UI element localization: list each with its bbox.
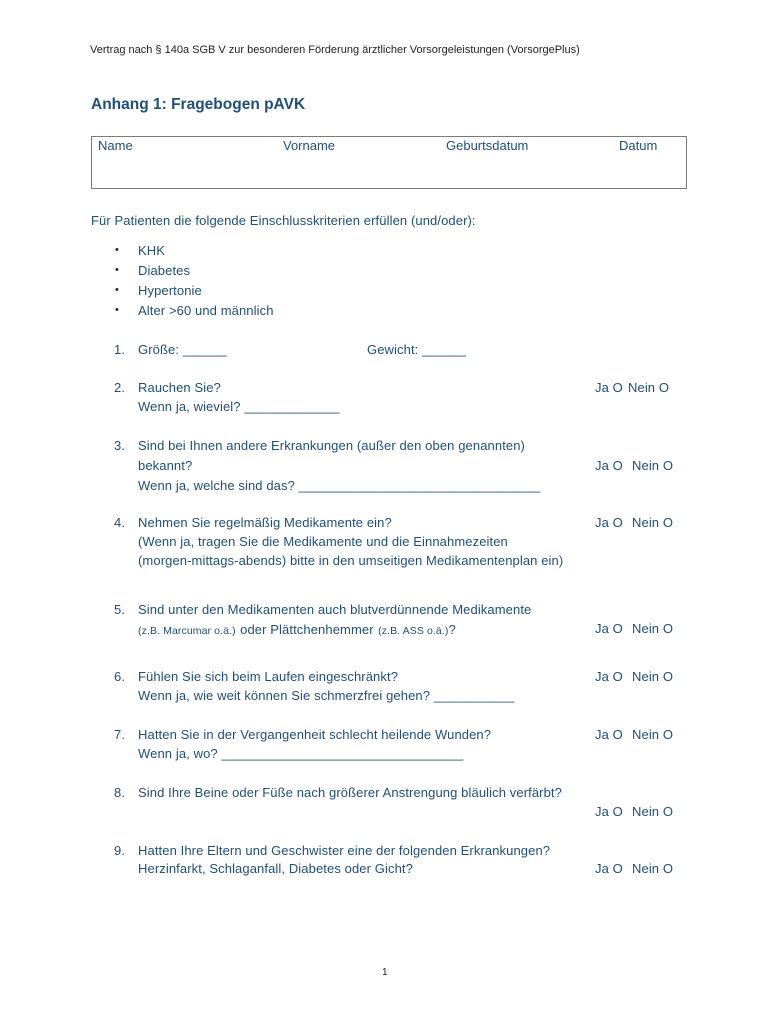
answer-nein[interactable]: Nein O	[632, 804, 674, 819]
answer-nein[interactable]: Nein O	[632, 861, 674, 876]
question-text: Wenn ja, wieviel? _____________	[138, 399, 340, 414]
question-number: 2.	[114, 380, 126, 395]
answer-ja[interactable]: Ja O	[595, 380, 623, 395]
question-text: Hatten Sie in der Vergangenheit schlecht heilende Wunden?	[138, 727, 492, 742]
document-header: Vertrag nach § 140a SGB V zur besonderen Förderung ärztlicher Vorsorgeleistungen (VorsorgePlus)	[90, 44, 580, 56]
answer-ja[interactable]: Ja O	[595, 458, 623, 473]
question-text: Wenn ja, welche sind das? _________________________________	[138, 478, 541, 493]
question-number: 3.	[114, 438, 126, 453]
answer-nein[interactable]: Nein O	[632, 458, 674, 473]
page-number: 1	[382, 967, 388, 978]
criteria-item: Alter >60 und männlich	[138, 303, 274, 318]
bullet-icon: •	[115, 264, 119, 276]
question-number: 5.	[114, 602, 126, 617]
question-number: 4.	[114, 515, 126, 530]
question-text: Hatten Ihre Eltern und Geschwister eine der folgenden Erkrankungen?	[138, 843, 551, 858]
question-text: Sind unter den Medikamenten auch blutverdünnende Medikamente	[138, 602, 532, 617]
question-number: 6.	[114, 669, 126, 684]
answer-ja[interactable]: Ja O	[595, 804, 623, 819]
question-text: Nehmen Sie regelmäßig Medikamente ein?	[138, 515, 392, 530]
answer-ja[interactable]: Ja O	[595, 669, 623, 684]
geburtsdatum-field-label: Geburtsdatum	[446, 138, 529, 153]
question-text: oder Plättchenhemmer	[240, 622, 374, 637]
groesse-field: Größe: ______	[138, 342, 227, 357]
question-number: 1.	[114, 342, 126, 357]
answer-ja[interactable]: Ja O	[595, 621, 623, 636]
question-text: Sind Ihre Beine oder Füße nach größerer Anstrengung bläulich verfärbt?	[138, 785, 562, 800]
question-text: Wenn ja, wo? _________________________________	[138, 746, 464, 761]
criteria-item: KHK	[138, 243, 166, 258]
answer-nein[interactable]: Nein O	[632, 669, 674, 684]
question-text-line	[138, 621, 456, 639]
question-text: Fühlen Sie sich beim Laufen eingeschränkt?	[138, 669, 399, 684]
question-text: Rauchen Sie?	[138, 380, 221, 395]
question-text: Herzinfarkt, Schlaganfall, Diabetes oder Gicht?	[138, 861, 413, 876]
example-note: (z.B. Marcumar o.ä.)	[138, 625, 236, 637]
bullet-icon: •	[115, 304, 119, 316]
intro-text: Für Patienten die folgende Einschlusskriterien erfüllen (und/oder):	[91, 213, 476, 228]
bullet-icon: •	[115, 244, 119, 256]
question-text: (morgen-mittags-abends) bitte in den umseitigen Medikamentenplan ein)	[138, 553, 564, 568]
vorname-field-label: Vorname	[283, 138, 336, 153]
gewicht-field: Gewicht: ______	[367, 342, 467, 357]
question-text: (Wenn ja, tragen Sie die Medikamente und die Einnahmezeiten	[138, 534, 508, 549]
question-number: 8.	[114, 785, 126, 800]
datum-field-label: Datum	[619, 138, 658, 153]
question-text: Wenn ja, wie weit können Sie schmerzfrei gehen? ___________	[138, 688, 515, 703]
question-number: 7.	[114, 727, 126, 742]
question-text: Sind bei Ihnen andere Erkrankungen (außer den oben genannten)	[138, 438, 525, 453]
question-mark: ?	[448, 622, 456, 637]
answer-nein[interactable]: Nein O	[632, 727, 674, 742]
example-note: (z.B. ASS o.ä.)	[378, 625, 449, 637]
page-title: Anhang 1: Fragebogen pAVK	[91, 96, 306, 113]
question-number: 9.	[114, 843, 126, 858]
bullet-icon: •	[115, 284, 119, 296]
answer-nein[interactable]: Nein O	[632, 621, 674, 636]
answer-ja[interactable]: Ja O	[595, 515, 623, 530]
answer-nein[interactable]: Nein O	[628, 380, 670, 395]
answer-ja[interactable]: Ja O	[595, 861, 623, 876]
question-text: bekannt?	[138, 458, 193, 473]
criteria-item: Hypertonie	[138, 283, 202, 298]
answer-nein[interactable]: Nein O	[632, 515, 674, 530]
criteria-item: Diabetes	[138, 263, 191, 278]
name-field-label: Name	[98, 138, 133, 153]
patient-info-box	[91, 136, 687, 189]
answer-ja[interactable]: Ja O	[595, 727, 623, 742]
